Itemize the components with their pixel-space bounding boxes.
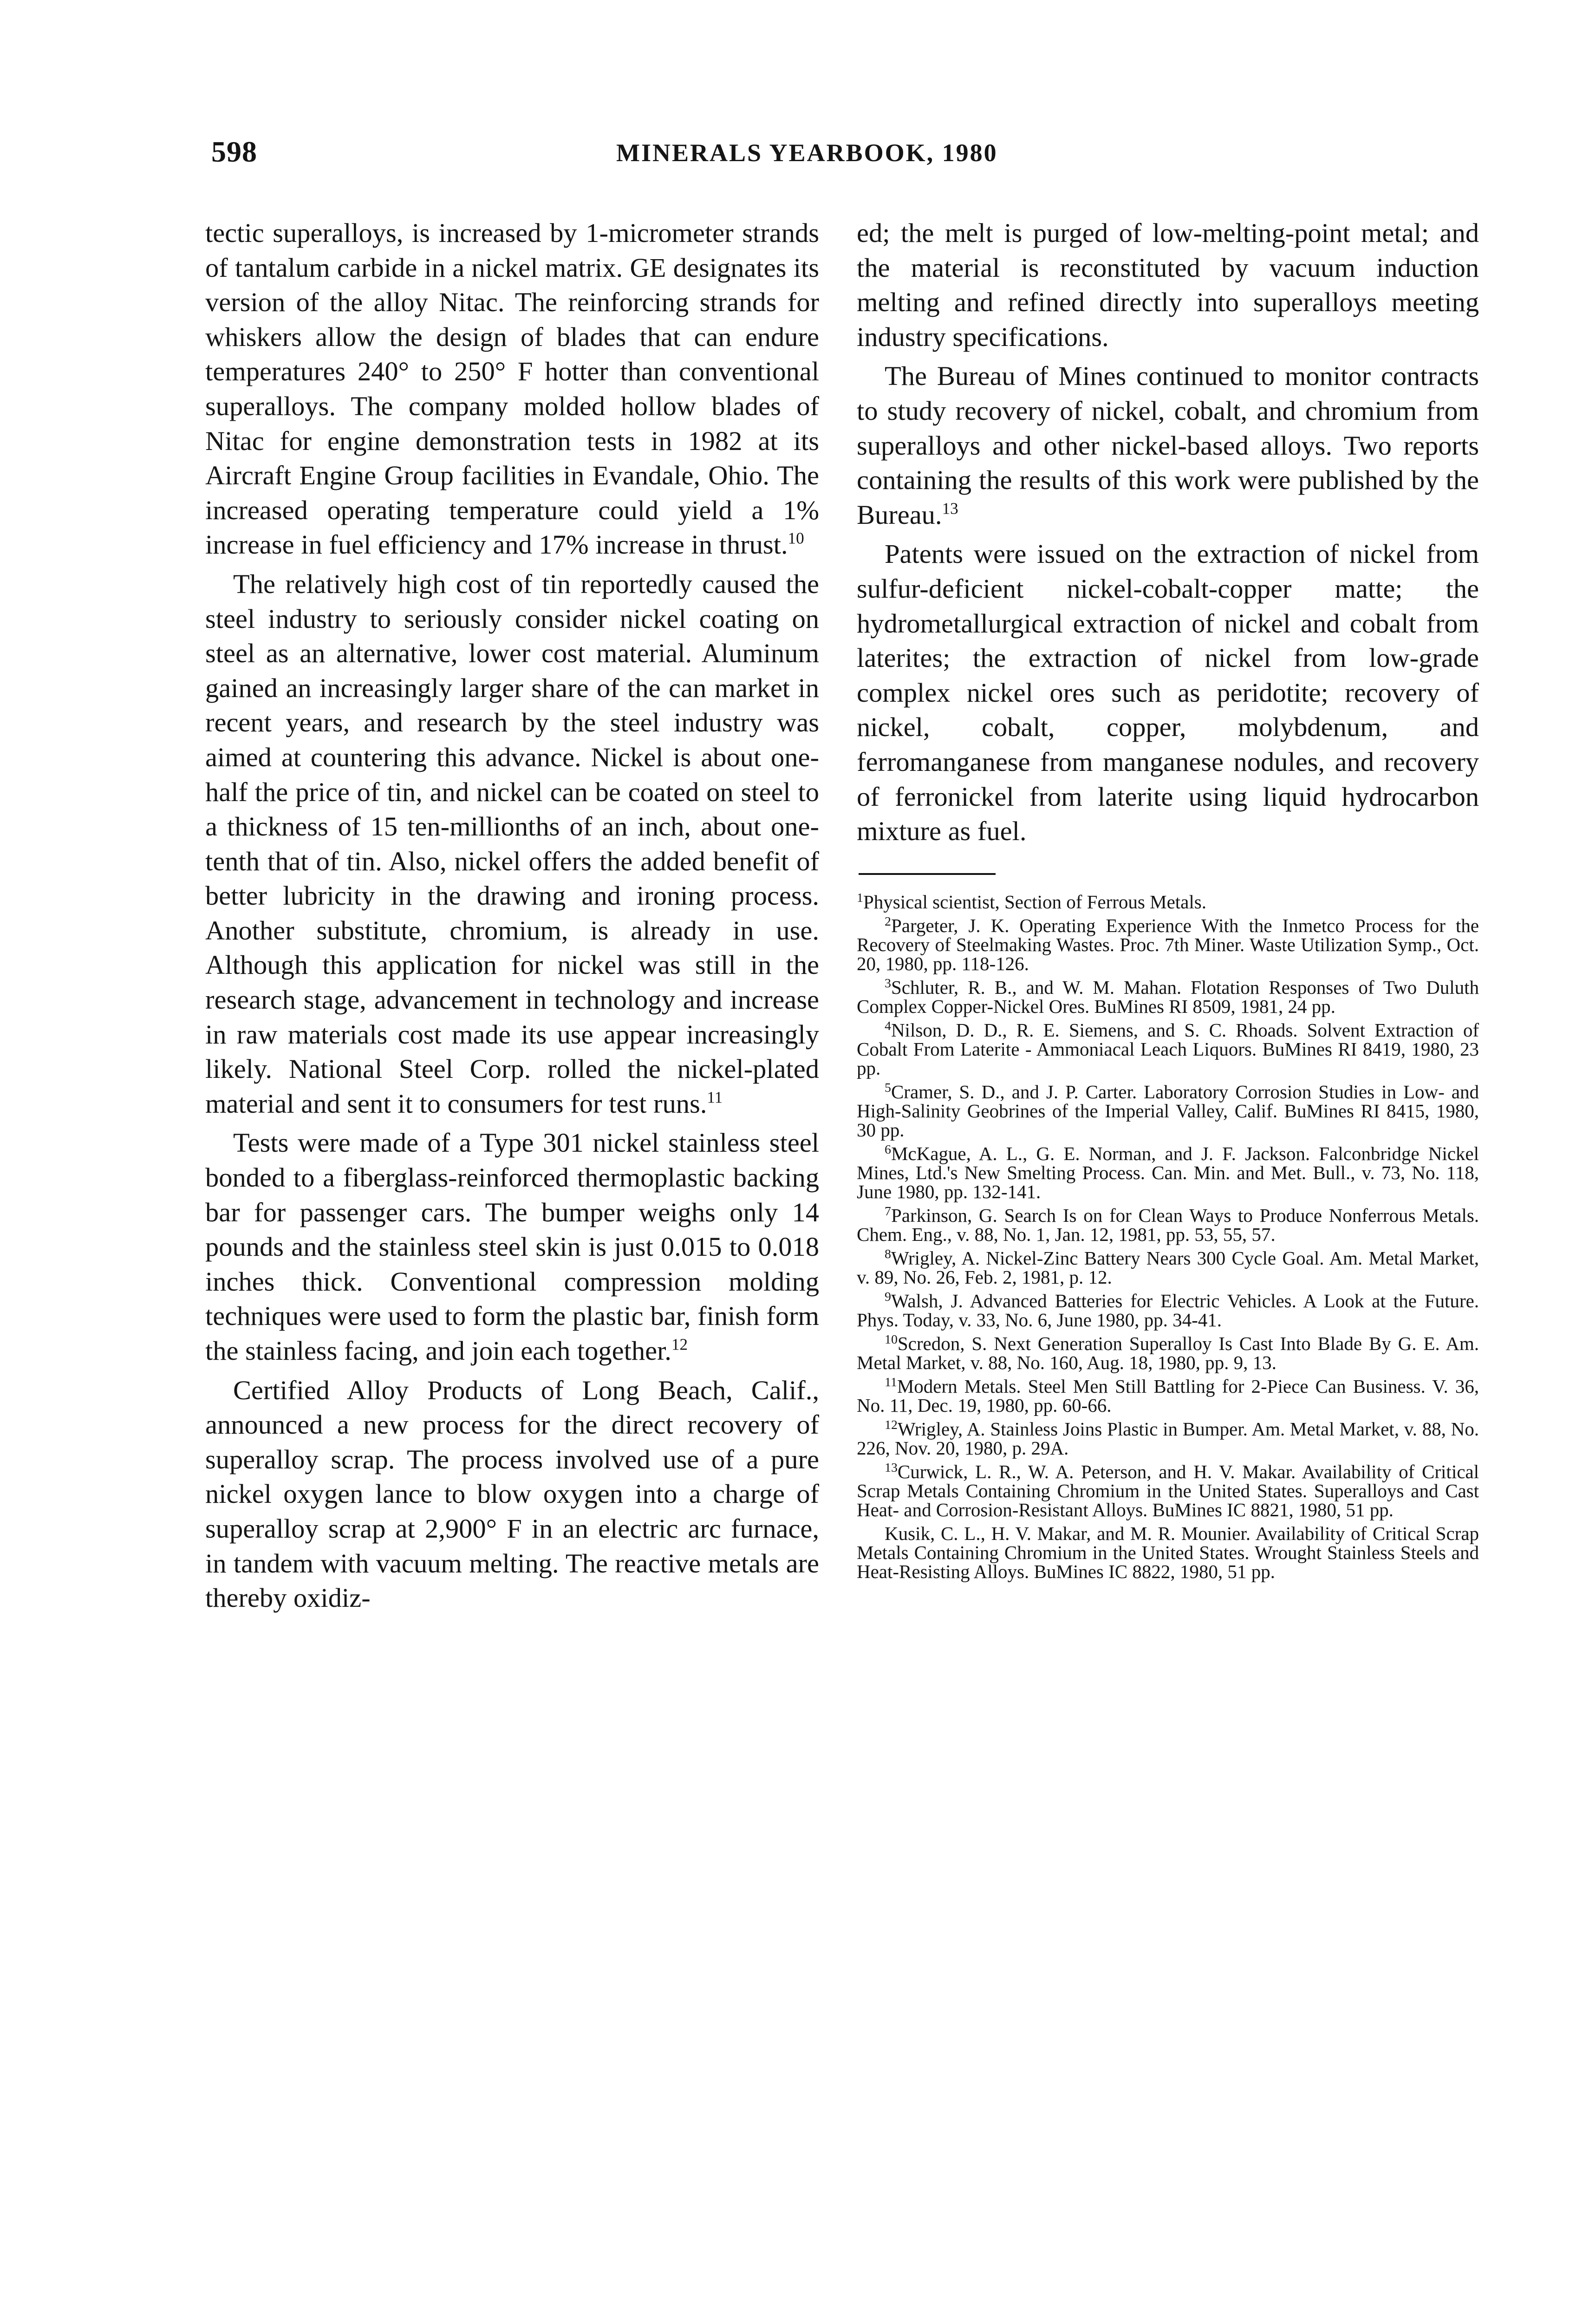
paragraph [205, 1126, 819, 1368]
footnote-number: 9 [885, 1289, 891, 1304]
paragraph [205, 1373, 819, 1616]
footnote-text: Wrigley, A. Stainless Joins Plastic in Bumper. Am. Metal Market, v. 88, No. 226, Nov. 20, 1980, p. 29A. [857, 1418, 1479, 1459]
footnote [857, 1144, 1479, 1201]
footnote-text: Cramer, S. D., and J. P. Carter. Laboratory Corrosion Studies in Low- and High-Salinity Geobrines of the Imperial Valley, Calif. BuMines RI 8415, 1980, 30 pp. [857, 1081, 1479, 1141]
footnote-number: 7 [885, 1204, 891, 1219]
footnote-ref: 13 [942, 499, 958, 517]
footnote-number: 3 [885, 976, 891, 991]
paragraph [857, 359, 1479, 532]
footnote [857, 1080, 1479, 1141]
footnote-number: 6 [885, 1142, 891, 1157]
footnote [857, 978, 1479, 1016]
footnotes [857, 890, 1479, 1582]
footnote-text: Pargeter, J. K. Operating Experience With the Inmetco Process for the Recovery of Steelmaking Wastes. Proc. 7th Miner. Waste Utilization Symp., Oct. 20, 1980, pp. 118-126. [857, 914, 1479, 974]
footnote-number: 5 [885, 1080, 891, 1095]
footnote-text: Modern Metals. Steel Men Still Battling for 2-Piece Can Business. V. 36, No. 11, Dec. 19, 1980, pp. 60-66. [857, 1375, 1479, 1416]
footnote [857, 1417, 1479, 1459]
footnote-number: 1 [857, 890, 863, 905]
left-column [205, 216, 819, 1616]
footnote-ref: 11 [707, 1088, 723, 1107]
footnote [857, 916, 1479, 973]
footnote-text: Scredon, S. Next Generation Superalloy Is Cast Into Blade By G. E. Am. Metal Market, v. 88, No. 160, Aug. 18, 1980, pp. 9, 13. [857, 1332, 1479, 1373]
footnote [857, 1462, 1479, 1520]
paragraph-text: The relatively high cost of tin reportedly caused the steel industry to seriously consider nickel coating on steel as an alternative, lower cost material. Aluminum gained an increasingly larger share of the can market in recent years, and research by the steel industry was aimed at countering this advance. Nickel is about one-half the price of tin, and nickel can be coated on steel to a thickness of 15 ten-millionths of an inch, about one-tenth that of tin. Also, nickel offers the added benefit of better lubricity in the drawing and ironing process. Another substitute, chromium, is already in use. Although this application for nickel was still in the research stage, advancement in technology and increase in raw materials cost made its use appear increasingly likely. National Steel Corp. rolled the nickel-plated material and sent it to consumers for test runs. [205, 568, 819, 1119]
footnote-number: 2 [885, 914, 891, 929]
paragraph-text: The Bureau of Mines continued to monitor contracts to study recovery of nickel, cobalt, and chromium from superalloys and other nickel-based alloys. Two reports containing the results of this work were published by the Bureau. [857, 361, 1479, 530]
footnote [857, 1018, 1479, 1079]
footnote [857, 1377, 1479, 1415]
footnote [857, 890, 1479, 913]
footnote-number: 13 [885, 1460, 898, 1475]
paragraph-text: Certified Alloy Products of Long Beach, Calif., announced a new process for the direct recovery of superalloy scrap. The process involved use of a pure nickel oxygen lance to blow oxygen into a charge of superalloy scrap at 2,900° F in an electric arc furnace, in tandem with vacuum melting. The reactive metals are thereby oxidiz- [205, 1375, 819, 1613]
footnote-number: 8 [885, 1246, 891, 1261]
footnote-text: Nilson, D. D., R. E. Siemens, and S. C. Rhoads. Solvent Extraction of Cobalt From Laterite - Ammoniacal Leach Liquors. BuMines RI 8419, 1980, 23 pp. [857, 1019, 1479, 1079]
footnote-number: 11 [885, 1375, 897, 1389]
footnote-text: Wrigley, A. Nickel-Zinc Battery Nears 300 Cycle Goal. Am. Metal Market, v. 89, No. 26, Feb. 2, 1981, p. 12. [857, 1247, 1479, 1288]
footnote-divider [859, 873, 996, 875]
paragraph-text: Tests were made of a Type 301 nickel stainless steel bonded to a fiberglass-reinforced thermoplastic backing bar for passenger cars. The bumper weighs only 14 pounds and the stainless steel skin is just 0.015 to 0.018 inches thick. Conventional compression molding techniques were used to form the plastic bar, finish form the stainless facing, and join each together. [205, 1128, 819, 1366]
paragraph [205, 216, 819, 562]
footnote [857, 1206, 1479, 1244]
running-head: MINERALS YEARBOOK, 1980 [616, 139, 998, 167]
paragraph [857, 216, 1479, 354]
footnote-text: Kusik, C. L., H. V. Makar, and M. R. Mounier. Availability of Critical Scrap Metals Containing Chromium in the United States. Wrought Stainless Steels and Heat-Resisting Alloys. BuMines IC 8822, 1980, 51 pp. [857, 1522, 1479, 1582]
footnote-text: Physical scientist, Section of Ferrous Metals. [863, 891, 1206, 913]
footnote [857, 1334, 1479, 1372]
footnote-number: 12 [885, 1417, 898, 1432]
footnote-number: 10 [885, 1332, 898, 1347]
right-column [857, 216, 1479, 1581]
footnote-text: Parkinson, G. Search Is on for Clean Ways to Produce Nonferrous Metals. Chem. Eng., v. 88, No. 1, Jan. 12, 1981, pp. 53, 55, 57. [857, 1204, 1479, 1245]
paragraph [205, 567, 819, 1122]
paragraph-text: ed; the melt is purged of low-melting-point metal; and the material is reconstituted by vacuum induction melting and refined directly into superalloys meeting industry specifications. [857, 218, 1479, 352]
footnote-text: Curwick, L. R., W. A. Peterson, and H. V. Makar. Availability of Critical Scrap Metals Containing Chromium in the United States. Superalloys and Cast Heat- and Corrosion-Resistant Alloys. BuMines IC 8821, 1980, 51 pp. [857, 1461, 1479, 1520]
page-number: 598 [211, 135, 257, 168]
footnote-text: Walsh, J. Advanced Batteries for Electric Vehicles. A Look at the Future. Phys. Today, v. 33, No. 6, June 1980, pp. 34-41. [857, 1290, 1479, 1331]
paragraph-text: Patents were issued on the extraction of nickel from sulfur-deficient nickel-cobalt-copper matte; the hydrometallurgical extraction of nickel and cobalt from laterites; the extraction of nickel from low-grade complex nickel ores such as peridotite; recovery of nickel, cobalt, copper, molybdenum, and ferromanganese from manganese nodules, and recovery of ferronickel from laterite using liquid hydrocarbon mixture as fuel. [857, 539, 1479, 847]
footnote-ref: 10 [788, 529, 804, 548]
footnote-ref: 12 [671, 1335, 688, 1354]
page-header [211, 135, 1061, 176]
footnote [857, 1291, 1479, 1330]
footnote [857, 1246, 1479, 1288]
footnote-text: McKague, A. L., G. E. Norman, and J. F. Jackson. Falconbridge Nickel Mines, Ltd.'s New Smelting Process. Can. Min. and Met. Bull., v. 73, No. 118, June 1980, pp. 132-141. [857, 1142, 1479, 1202]
paragraph [857, 537, 1479, 848]
footnote-number: 4 [885, 1018, 891, 1033]
footnote [857, 1524, 1479, 1581]
footnote-text: Schluter, R. B., and W. M. Mahan. Flotation Responses of Two Duluth Complex Copper-Nickel Ores. BuMines RI 8509, 1981, 24 pp. [857, 976, 1479, 1017]
paragraph-text: tectic superalloys, is increased by 1-micrometer strands of tantalum carbide in a nickel matrix. GE designates its version of the alloy Nitac. The reinforcing strands for whiskers allow the design of blades that can endure temperatures 240° to 250° F hotter than conventional superalloys. The company molded hollow blades of Nitac for engine demonstration tests in 1982 at its Aircraft Engine Group facilities in Evandale, Ohio. The increased operating temperature could yield a 1% increase in fuel efficiency and 17% increase in thrust. [205, 218, 819, 560]
